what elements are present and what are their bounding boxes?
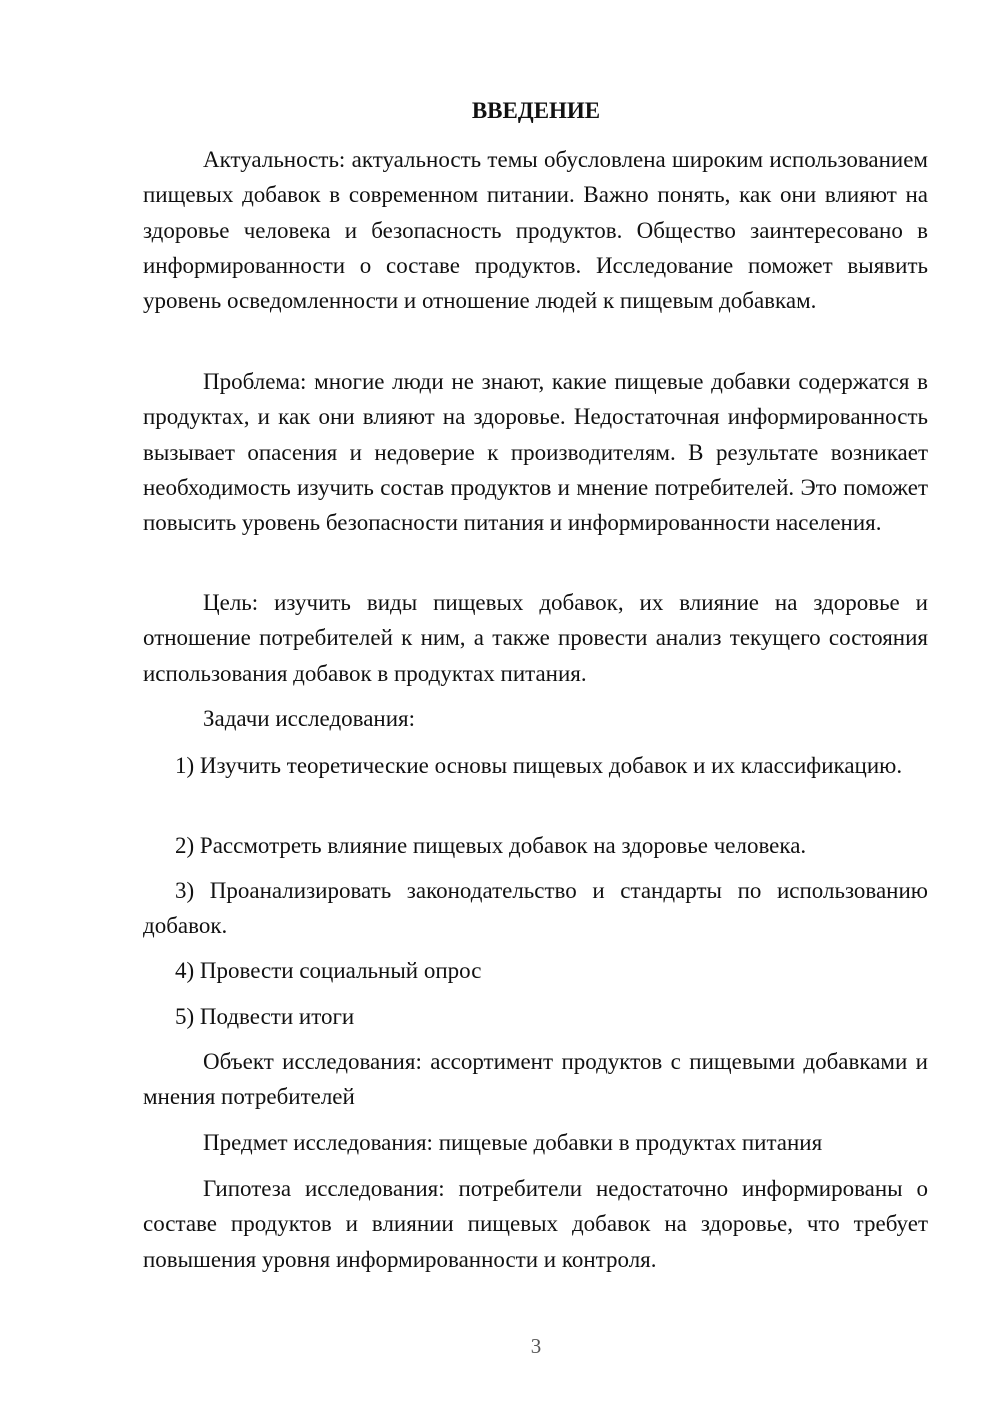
page-number: 3 [530, 1334, 542, 1358]
paragraph-subject: Предмет исследования: пищевые добавки в продуктах питания [203, 1130, 823, 1155]
paragraph-problem: Проблема: многие люди не знают, какие пищевые добавки содержатся в продуктах, и как они влияют на здоровье. Недостаточная информированность вызывает опасения и недоверие к производителям. В результате возникает необходимость изучить состав продуктов и мнение потребителей. Это поможет повысить уровень безопасности питания и информированности населения. [143, 369, 928, 536]
paragraph-relevance: Актуальность: актуальность темы обусловлена широким использованием пищевых добавок в современном питании. Важно понять, как они влияют на здоровье человека и безопасность продуктов. Общество заинтересовано в информированности о составе продуктов. Исследование поможет выявить уровень осведомленности и отношение людей к пищевым добавкам. [143, 147, 928, 314]
task-item-3: 3) Проанализировать законодательство и стандарты по использованию добавок. [143, 878, 928, 939]
task-item-2: 2) Рассмотреть влияние пищевых добавок на здоровье человека. [175, 833, 807, 858]
paragraph-object: Объект исследования: ассортимент продуктов с пищевыми добавками и мнения потребителей [143, 1049, 928, 1110]
paragraph-tasks-heading: Задачи исследования: [203, 706, 416, 731]
task-item-5: 5) Подвести итоги [175, 1004, 355, 1029]
task-item-1: 1) Изучить теоретические основы пищевых добавок и их классификацию. [175, 753, 903, 778]
paragraph-goal: Цель: изучить виды пищевых добавок, их влияние на здоровье и отношение потребителей к ним, а также провести анализ текущего состояния использования добавок в продуктах питания. [143, 590, 928, 686]
paragraph-hypothesis: Гипотеза исследования: потребители недостаточно информированы о составе продуктов и влиянии пищевых добавок на здоровье, что требует повышения уровня информированности и контроля. [143, 1176, 928, 1272]
task-item-4: 4) Провести социальный опрос [175, 958, 482, 983]
page-title: ВВЕДЕНИЕ [471, 98, 601, 123]
